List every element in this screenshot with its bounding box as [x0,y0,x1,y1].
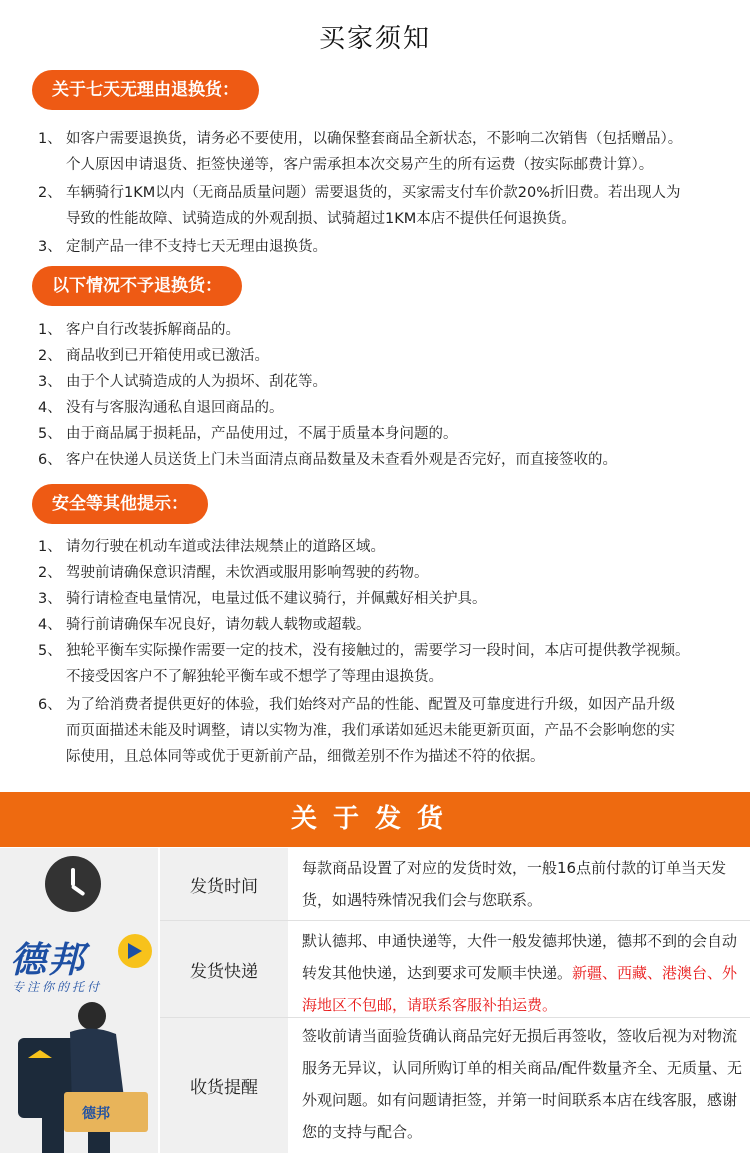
table-row [160,848,750,921]
shipping-info-table [160,848,750,1153]
section-heading-returns: 关于七天无理由退换货： [32,70,259,110]
courier-slogan: 专注你的托付 [12,980,103,994]
page-title: 买家须知 [318,24,431,54]
list-item: 6、 为了给消费者提供更好的体验，我们始终对产品的性能、配置及可靠度进行升级，如因产品升级 而页面描述未能及时调整，请以实物为准，我们承诺如延迟未能更新页面，产品不会影响您的实 际使用，且总体同等或优于更新前产品，细微差别不作为描述不符的依据。 [38,697,675,765]
row-label-courier: 发货快递 [160,921,288,1017]
returns-list [38,126,738,260]
box-logo-text: 德邦 [82,1106,110,1122]
table-row [160,1018,750,1153]
row-value-courier: 默认德邦、申通快递等，大件一般发德邦快递，德邦不到的会自动转发其他快递，达到要求可发顺丰快递。新疆、西藏、港澳台、外海地区不包邮，请联系客服补拍运费。 [290,921,745,1017]
list-item: 1、 如客户需要退换货，请务必不要使用，以确保整套商品全新状态，不影响二次销售（包括赠品）。 个人原因申请退货、拒签快递等，客户需承担本次交易产生的所有运费（按实际邮费计算）。 [38,131,683,173]
row-label-receipt: 收货提醒 [160,1018,288,1153]
table-row [160,921,750,1018]
list-item: 1、 请勿行驶在机动车道或法律法规禁止的道路区域。 [38,539,385,555]
remote-area-warning: 新疆、西藏、港澳台、外海地区不包邮，请联系客服补拍运费。 [302,964,738,1014]
list-item: 2、 驾驶前请确保意识清醒，未饮酒或服用影响驾驶的药物。 [38,565,429,581]
list-item: 5、 由于商品属于损耗品，产品使用过，不属于质量本身问题的。 [38,426,458,442]
list-item: 2、 商品收到已开箱使用或已激活。 [38,348,269,364]
shipping-banner: 关于发货 [0,792,750,847]
safety-list [38,534,738,770]
courier-brand-panel [0,848,158,1153]
courier-person-icon [12,998,152,1153]
section-heading-no-returns: 以下情况不予退换货： [32,266,242,306]
list-item: 4、 没有与客服沟通私自退回商品的。 [38,400,284,416]
section-heading-safety: 安全等其他提示： [32,484,208,524]
list-item: 6、 客户在快递人员送货上门未当面清点商品数量及未查看外观是否完好，而直接签收的。 [38,452,617,468]
list-item: 3、 由于个人试骑造成的人为损坏、刮花等。 [38,374,327,390]
list-item: 3、 骑行请检查电量情况，电量过低不建议骑行，并佩戴好相关护具。 [38,591,487,607]
arrow-right-icon [118,934,152,968]
list-item: 3、 定制产品一律不支持七天无理由退换货。 [38,239,327,255]
list-item: 5、 独轮平衡车实际操作需要一定的技术，没有接触过的，需要学习一段时间，本店可提供教学视频。 不接受因客户不了解独轮平衡车或不想学了等理由退换货。 [38,643,690,685]
clock-icon [45,856,101,912]
no-returns-list [38,317,738,473]
list-item: 1、 客户自行改装拆解商品的。 [38,322,240,338]
courier-logo: 德邦 [10,940,87,981]
row-label-ship-time: 发货时间 [160,848,288,920]
row-value-receipt: 签收前请当面验货确认商品完好无损后再签收，签收后视为对物流服务无异议，认同所购订单的相关商品/配件数量齐全、无质量、无外观问题。如有问题请拒签，并第一时间联系本店在线客服，感谢您的支持与配合。 [290,1018,745,1153]
list-item: 4、 骑行前请确保车况良好，请勿载人载物或超载。 [38,617,371,633]
row-value-ship-time: 每款商品设置了对应的发货时效，一般16点前付款的订单当天发货，如遇特殊情况我们会与您联系。 [290,848,745,920]
list-item: 2、 车辆骑行1KM以内（无商品质量问题）需要退货的，买家需支付车价款20%折旧费。若出现人为 导致的性能故障、试骑造成的外观刮损、试骑超过1KM本店不提供任何退换货。 [38,185,681,227]
